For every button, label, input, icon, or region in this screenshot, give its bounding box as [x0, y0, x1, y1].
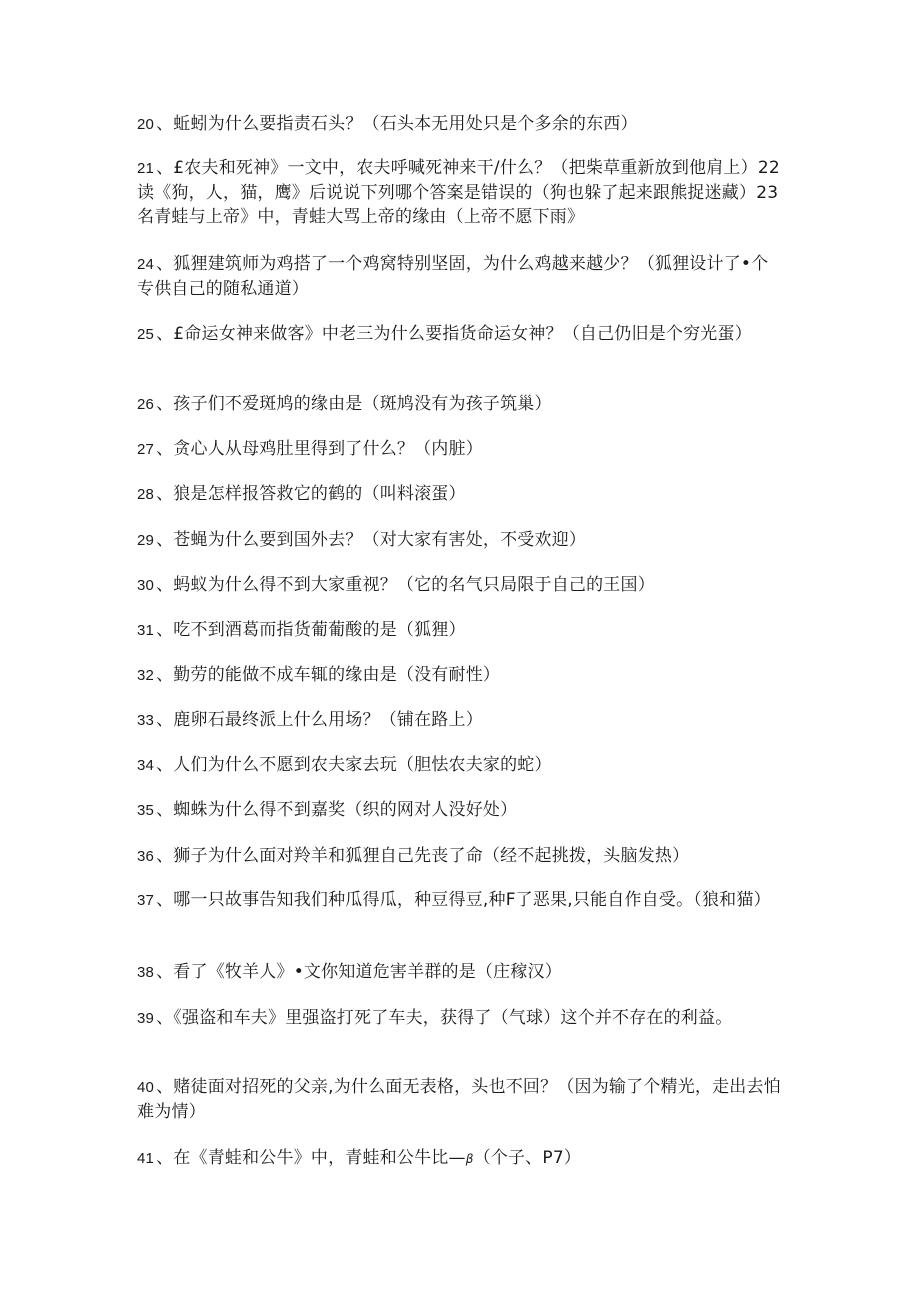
list-item-27: [137, 437, 782, 462]
list-item-31: [137, 618, 782, 643]
item-text: 、吃不到酒葛而指货葡葡酸的是（狐狸）: [156, 620, 466, 640]
list-item-20: [137, 112, 782, 137]
item-text: 、蜘蛛为什么得不到嘉奖（织的网对人没好处）: [156, 800, 518, 820]
item-number: 34: [137, 757, 155, 774]
list-item-33: [137, 708, 782, 733]
list-item-25: [137, 322, 782, 347]
list-item-37: [137, 888, 782, 913]
item-text: 、哪一只故事告知我们种瓜得瓜，种豆得豆,种F了恶果,只能自作自受。（狼和猫）: [156, 890, 771, 910]
item-number: 36: [137, 848, 155, 865]
item-text-tail: （个子、P7）: [473, 1148, 582, 1168]
item-text: 、狮子为什么面对羚羊和狐狸自己先丧了命（经不起挑拨，头脑发热）: [156, 846, 690, 866]
item-number: 27: [137, 441, 155, 458]
item-number: 29: [137, 532, 155, 549]
list-item-36: [137, 844, 782, 869]
item-text: 、《强盗和车夫》里强盗打死了车夫，获得了（气球）这个并不存在的利益。: [156, 1008, 733, 1028]
item-text: 、£农夫和死神》一文中，农夫呼喊死神来干/什么？（把柴草重新放到他肩上）22读《狗，人，猫，鹰》后说说下列哪个答案是错误的（狗也躲了起来跟熊捉迷藏）23名青蛙与上帝》中，青蛙大骂上帝的缘由（上帝不愿下雨》: [137, 158, 780, 227]
list-item-29: [137, 528, 782, 553]
item-text: 、贪心人从母鸡肚里得到了什么？（内脏）: [156, 439, 483, 459]
item-text: 、蚯蚓为什么要指责石头？（石头本无用处只是个多余的东西）: [156, 114, 638, 134]
item-number: 25: [137, 326, 155, 343]
item-number: 20: [137, 116, 155, 133]
list-item-40: [137, 1075, 782, 1124]
list-item-41: [137, 1146, 782, 1171]
item-number: 26: [137, 396, 155, 413]
item-text: 、在《青蛙和公牛》中，青蛙和公牛比—: [156, 1148, 466, 1168]
item-text: 、狐狸建筑师为鸡搭了一个鸡窝特别坚固，为什么鸡越来越少？（狐狸设计了•个专供自己的随私通道）: [137, 254, 769, 299]
item-number: 31: [137, 622, 155, 639]
item-text: 、赌徒面对招死的父亲,为什么面无表格，头也不回？（因为输了个精光，走出去怕难为情）: [137, 1077, 781, 1122]
item-text: 、孩子们不爱斑鸠的缘由是（斑鸠没有为孩子筑巢）: [156, 394, 552, 414]
item-number: 32: [137, 667, 155, 684]
list-item-35: [137, 798, 782, 823]
list-item-39: [137, 1006, 782, 1031]
item-number: 33: [137, 712, 155, 729]
item-subscript: β: [465, 1152, 474, 1166]
list-item-38: [137, 960, 782, 985]
item-text: 、蚂蚁为什么得不到大家重视？（它的名气只局限于自己的王国）: [156, 575, 655, 595]
list-item-34: [137, 753, 782, 778]
item-text: 、狼是怎样报答救它的鹤的（叫料滚蛋）: [156, 484, 466, 504]
item-number: 39: [137, 1010, 155, 1027]
item-text: 、人们为什么不愿到农夫家去玩（胆怯农夫家的蛇）: [156, 755, 552, 775]
item-number: 28: [137, 486, 155, 503]
item-text: 、看了《牧羊人》•文你知道危害羊群的是（庄稼汉）: [156, 962, 562, 982]
item-text: 、苍蝇为什么要到国外去？（对大家有害处，不受欢迎）: [156, 530, 587, 550]
item-number: 37: [137, 892, 155, 909]
item-number: 21: [137, 160, 155, 177]
item-number: 38: [137, 964, 155, 981]
item-number: 30: [137, 577, 155, 594]
list-item-28: [137, 482, 782, 507]
list-item-24: [137, 252, 782, 301]
item-number: 24: [137, 256, 155, 273]
list-item-32: [137, 663, 782, 688]
list-item-21: [137, 156, 782, 229]
list-item-26: [137, 392, 782, 417]
item-number: 41: [137, 1150, 155, 1167]
item-number: 40: [137, 1079, 155, 1096]
item-number: 35: [137, 802, 155, 819]
list-item-30: [137, 573, 782, 598]
item-text: 、£命运女神来做客》中老三为什么要指货命运女神？（自己仍旧是个穷光蛋）: [156, 324, 752, 344]
item-text: 、勤劳的能做不成车辄的缘由是（没有耐性）: [156, 665, 501, 685]
item-text: 、鹿卵石最终派上什么用场？（铺在路上）: [156, 710, 483, 730]
